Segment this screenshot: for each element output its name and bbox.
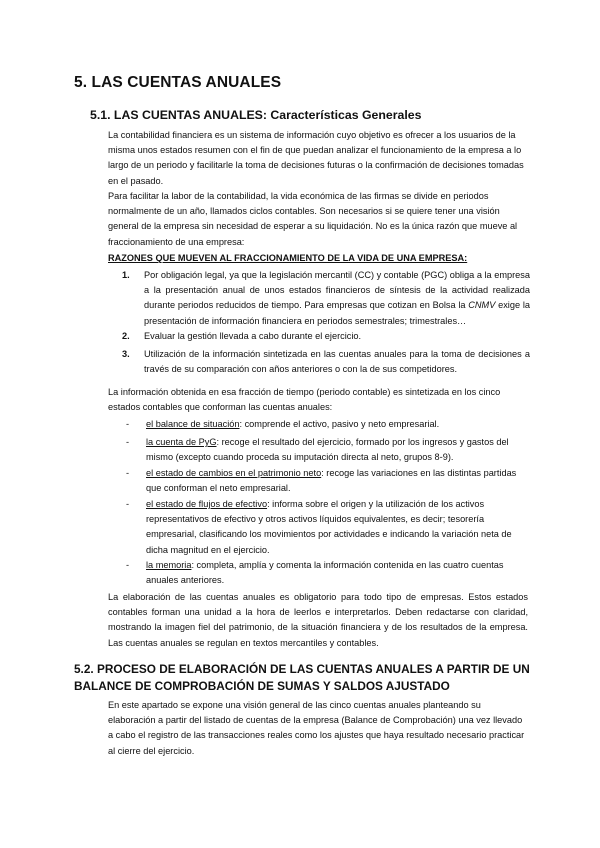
paragraph-periods: Para facilitar la labor de la contabilidad, la vida económica de las firmas se divide en periodos normalmente de un año, llamados ciclos contables. Son necesarios si se quiere tener una visión general de la empresa sin necesidad de esperar a su liquidación. No es la única razón que mueve al fraccionamiento de una empresa: bbox=[108, 191, 518, 247]
statement-label: la memoria bbox=[146, 560, 192, 570]
section-heading-5: 5. LAS CUENTAS ANUALES bbox=[74, 74, 282, 91]
paragraph-process: En este apartado se expone una visión general de las cinco cuentas anuales planteando su elaboración a partir del listado de cuentas de la empresa (Balance de Comprobación) una vez llevado a cabo el registro de las transacciones reales como los ajustes que haya resultado necesario practicar al cierre del ejercicio. bbox=[108, 700, 525, 756]
statement-label: la cuenta de PyG bbox=[146, 437, 217, 447]
reason-item-2 bbox=[122, 329, 530, 344]
paragraph-obligation: La elaboración de las cuentas anuales es obligatorio para todo tipo de empresas. Estos estados contables forman una unidad a la hora de leerlos e interpretarlos. Deben redactarse con claridad, mostrando la imagen fiel del patrimonio, de la situación financiera y de los resultados de la empresa. Las cuentas anuales se regulan en textos mercantiles y contables. bbox=[108, 592, 528, 648]
statement-item-pyg: - la cuenta de PyG: recoge el resultado del ejercicio, formado por los ingresos y gastos del mismo (excepto cuando proceda su imputación directa al neto, grupos 8-9). bbox=[126, 437, 509, 463]
reason-text: Evaluar la gestión llevada a cabo durante el ejercicio. bbox=[144, 331, 362, 341]
reasons-heading: RAZONES QUE MUEVEN AL FRACCIONAMIENTO DE LA VIDA DE UNA EMPRESA: bbox=[108, 253, 468, 263]
reason-number: 2. bbox=[122, 331, 130, 341]
statement-item-cash-flows: - el estado de flujos de efectivo: informa sobre el origen y la utilización de los activos representativos de efectivo y otros activos líquidos equivalentes, es decir; tesorería empresarial, clasificando los movimientos por actividades e indicando la variación neta de dicha magnitud en el ejercicio. bbox=[126, 499, 512, 555]
statement-item-memoria: - la memoria: completa, amplía y comenta la información contenida en las cuatro cuentas anuales anteriores. bbox=[126, 560, 504, 586]
statement-label: el estado de cambios en el patrimonio neto bbox=[146, 468, 322, 478]
statement-item-balance: - el balance de situación: comprende el activo, pasivo y neto empresarial. bbox=[126, 419, 440, 429]
paragraph-intro: La contabilidad financiera es un sistema de información cuyo objetivo es ofrecer a los usuarios de la misma unos estados resumen con el fin de que puedan analizar el funcionamiento de la empresa a lo largo de un periodo y facilitarle la toma de decisiones futuras o la confirmación de decisiones tomadas en el pasado. bbox=[108, 130, 524, 186]
paragraph-statements-intro: La información obtenida en esa fracción de tiempo (periodo contable) es sintetizada en los cinco estados contables que conforman las cuentas anuales: bbox=[108, 387, 501, 413]
statement-item-equity-changes: - el estado de cambios en el patrimonio neto: recoge las variaciones en las distintas partidas que conforman el neto empresarial. bbox=[126, 468, 517, 494]
reason-number: 1. bbox=[122, 270, 130, 280]
reason-text: Utilización de la información sintetizada en las cuentas anuales para la toma de decisiones a través de su comparación con años anteriores o con la de sus competidores. bbox=[144, 349, 530, 375]
statement-label: el estado de flujos de efectivo bbox=[146, 499, 268, 509]
subsection-heading-5-1: 5.1. LAS CUENTAS ANUALES: Características Generales bbox=[90, 108, 422, 122]
reason-item-1 bbox=[122, 268, 530, 329]
reason-number: 3. bbox=[122, 349, 130, 359]
statement-label: el balance de situación bbox=[146, 419, 240, 429]
reason-text: Por obligación legal, ya que la legislación mercantil (CC) y contable (PGC) obliga a la empresa a la presentación anual de unos estados financieros de síntesis de la actividad realizada durante periodos reducidos de tiempo. Para empresas que cotizan en Bolsa la CNMV exige la presentación de información financiera en periodos semestrales; trimestrales… bbox=[144, 270, 530, 326]
reason-item-3 bbox=[122, 347, 530, 377]
subsection-heading-5-2: 5.2. PROCESO DE ELABORACIÓN DE LAS CUENTAS ANUALES A PARTIR DE UN BALANCE DE COMPROBACIÓN DE SUMAS Y SALDOS AJUSTADO bbox=[74, 662, 530, 693]
